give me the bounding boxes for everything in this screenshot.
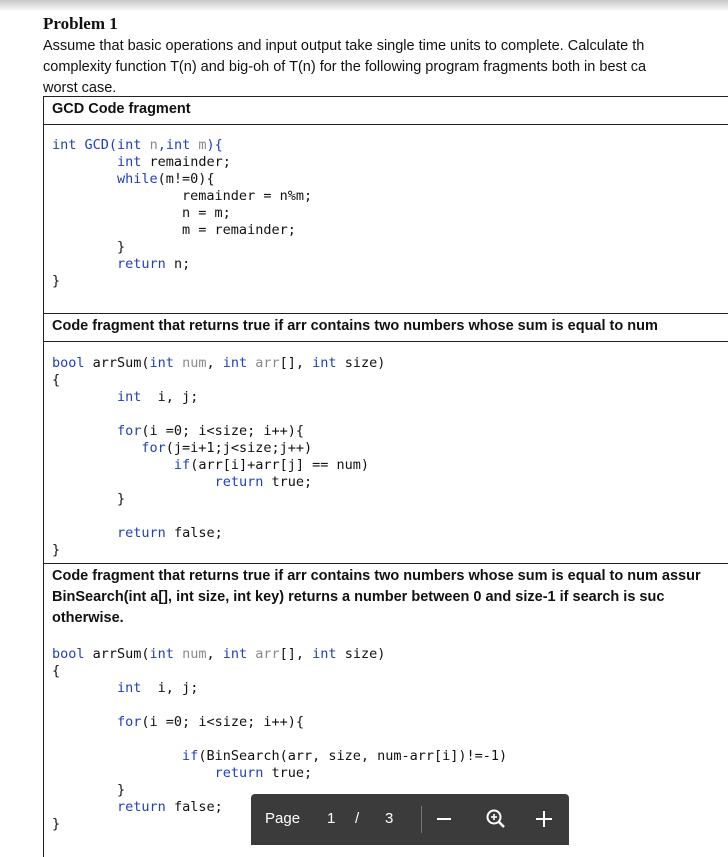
zoom-reset-icon[interactable] xyxy=(485,808,507,830)
table-divider xyxy=(43,563,728,564)
code-line: for(j=i+1;j<size;j++) xyxy=(141,440,313,456)
code-line: bool arrSum(int num, int arr[], int size) xyxy=(52,355,386,371)
table-divider xyxy=(43,341,728,342)
toolbar-divider xyxy=(421,806,422,833)
gcd-code-block xyxy=(52,137,312,290)
code-line: int GCD(int n,int m){ xyxy=(52,137,223,153)
arrsum-code-block xyxy=(52,355,385,559)
table-divider xyxy=(43,124,728,125)
section-heading-binsearch xyxy=(52,566,728,629)
problem-intro xyxy=(43,36,728,99)
code-line: { xyxy=(52,372,61,388)
total-pages: 3 xyxy=(385,810,394,827)
code-line: } xyxy=(52,239,126,255)
zoom-in-icon-bar xyxy=(543,811,545,827)
intro-line: worst case. xyxy=(43,80,117,96)
page-separator: / xyxy=(355,810,360,827)
code-line: } xyxy=(52,273,61,289)
code-line: int i, j; xyxy=(117,680,199,696)
top-shadow xyxy=(0,0,728,12)
heading-line: otherwise. xyxy=(52,610,124,626)
code-line: n = m; xyxy=(52,205,231,221)
current-page-input[interactable]: 1 xyxy=(327,810,336,827)
zoom-out-icon[interactable] xyxy=(437,818,451,820)
table-divider xyxy=(43,313,728,314)
code-line: return false; xyxy=(117,799,223,815)
section-heading-gcd: GCD Code fragment xyxy=(52,101,191,117)
section-heading-arrsum: Code fragment that returns true if arr contains two numbers whose sum is equal to num xyxy=(52,318,658,334)
code-line: } xyxy=(52,491,126,507)
code-line: } xyxy=(52,816,61,832)
intro-line: complexity function T(n) and big-oh of T(n) for the following program fragments both in best ca xyxy=(43,59,647,75)
code-line: } xyxy=(52,542,61,558)
code-line: return true; xyxy=(214,765,313,781)
code-line: for(i =0; i<size; i++){ xyxy=(117,423,304,439)
code-line: if(arr[i]+arr[j] == num) xyxy=(173,457,369,473)
pdf-viewer-toolbar xyxy=(251,794,569,845)
code-line: for(i =0; i<size; i++){ xyxy=(117,714,304,730)
code-line: while(m!=0){ xyxy=(117,171,215,187)
code-line: return n; xyxy=(117,256,191,272)
intro-line: Assume that basic operations and input output take single time units to complete. Calculate th xyxy=(43,38,645,54)
code-line: } xyxy=(52,782,126,798)
code-line: { xyxy=(52,663,61,679)
code-line: remainder = n%m; xyxy=(52,188,313,204)
heading-line: Code fragment that returns true if arr contains two numbers whose sum is equal to num assur xyxy=(52,568,701,584)
code-line: int i, j; xyxy=(117,389,199,405)
page-label: Page xyxy=(265,810,301,827)
code-line: if(BinSearch(arr, size, num-arr[i])!=-1) xyxy=(182,748,508,764)
code-line: m = remainder; xyxy=(52,222,296,238)
problem-title: Problem 1 xyxy=(43,14,118,33)
code-line: return true; xyxy=(214,474,313,490)
code-line: bool arrSum(int num, int arr[], int size) xyxy=(52,646,386,662)
code-line: int remainder; xyxy=(117,154,231,170)
heading-line: BinSearch(int a[], int size, int key) returns a number between 0 and size-1 if search is suc xyxy=(52,589,665,605)
code-line: return false; xyxy=(117,525,223,541)
